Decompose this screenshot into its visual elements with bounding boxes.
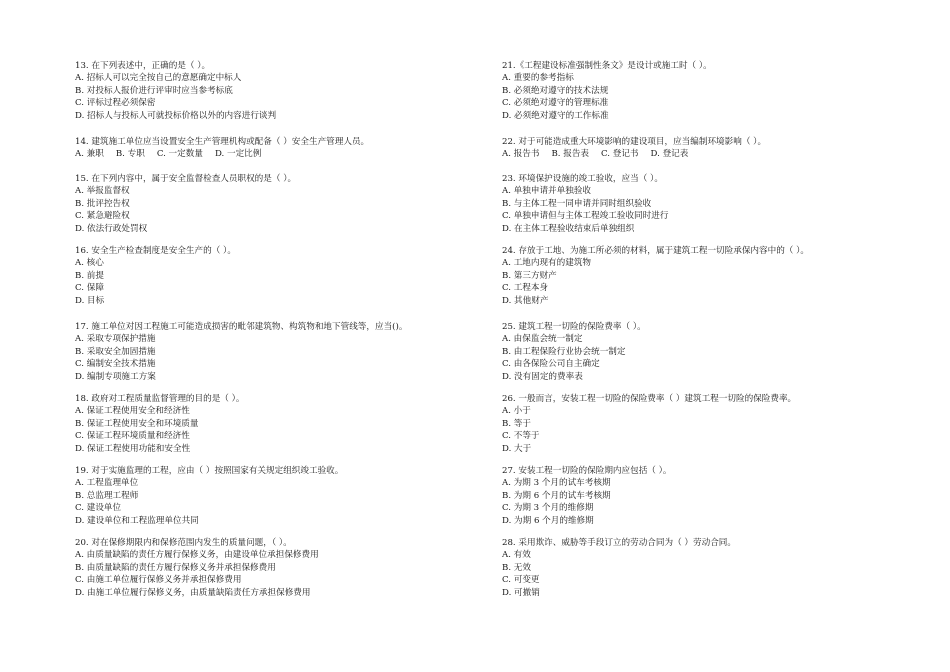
- question-item: [75, 537, 319, 599]
- option-text: A. 有效: [502, 550, 531, 561]
- option-text: B. 第三方财产: [502, 270, 557, 281]
- option-text: D. 编制专项施工方案: [75, 371, 156, 382]
- question-item: [75, 393, 245, 455]
- option-text: A. 兼职: [75, 149, 104, 160]
- option-text: B. 采取安全加固措施: [75, 346, 156, 357]
- option-text: A. 举报监督权: [75, 186, 130, 197]
- option-text: D. 保证工程使用功能和安全性: [75, 443, 191, 454]
- question-stem: 17. 施工单位对因工程施工可能造成损害的毗邻建筑物、构筑物和地下管线等，应当()。: [75, 322, 408, 332]
- option-text: C. 编制安全技术措施: [75, 359, 156, 370]
- question-stem: 16. 安全生产检查制度是安全生产的（ ）。: [75, 246, 236, 256]
- option-text: A. 核心: [75, 258, 104, 269]
- option-text: B. 等于: [502, 418, 531, 429]
- option-text: B. 批评控告权: [75, 198, 130, 209]
- option-text: B. 与主体工程一同申请并同时组织验收: [502, 198, 652, 209]
- question-stem: 24. 存放于工地、为施工所必须的材料，属于建筑工程一切险承保内容中的（ ）。: [502, 246, 810, 256]
- option-text: B. 对投标人报价进行评审时应当参考标底: [75, 85, 233, 96]
- option-text: D. 必须绝对遵守的工作标准: [502, 110, 609, 121]
- option-text: D. 目标: [75, 295, 105, 306]
- option-text: B. 由质量缺陷的责任方履行保修义务并承担保修费用: [75, 562, 276, 573]
- option-text: A. 工程监理单位: [75, 478, 139, 489]
- question-item: [75, 465, 343, 527]
- option-text: B. 无效: [502, 562, 531, 573]
- option-text: C. 工程本身: [502, 283, 549, 294]
- option-text: A. 报告书: [502, 149, 540, 160]
- option-text: D. 其他财产: [502, 295, 549, 306]
- options-row: [502, 148, 766, 160]
- question-item: [75, 245, 236, 307]
- option-text: B. 前提: [75, 270, 104, 281]
- option-text: A. 采取专项保护措施: [75, 334, 156, 345]
- options-row: [75, 148, 369, 160]
- option-text: C. 保证工程环境质量和经济性: [75, 431, 190, 442]
- option-text: A. 单独申请并单独验收: [502, 186, 592, 197]
- question-stem: 18. 政府对工程质量监督管理的目的是（ ）。: [75, 394, 245, 404]
- option-text: C. 不等于: [502, 431, 540, 442]
- question-item: [75, 136, 369, 161]
- question-item: [502, 173, 668, 235]
- question-item: [502, 136, 766, 161]
- option-text: A. 招标人可以完全按自己的意愿确定中标人: [75, 73, 242, 84]
- option-text: C. 必须绝对遵守的管理标准: [502, 98, 609, 109]
- option-text: B. 必须绝对遵守的技术法规: [502, 85, 609, 96]
- question-stem: 25. 建筑工程一切险的保险费率（ ）。: [502, 322, 646, 332]
- question-stem: 22. 对于可能造成重大环境影响的建设项目，应当编制环境影响（ ）。: [502, 137, 767, 147]
- question-item: [75, 321, 407, 383]
- option-text: B. 专职: [115, 149, 145, 160]
- option-text: A. 由质量缺陷的责任方履行保修义务，由建设单位承担保修费用: [75, 550, 319, 561]
- option-text: D. 由施工单位履行保修义务，由质量缺陷责任方承担保修费用: [75, 587, 311, 598]
- option-text: A. 为期 3 个月的试车考核期: [502, 478, 611, 489]
- question-stem: 19. 对于实施监理的工程，应由（ ）按照国家有关规定组织竣工验收。: [75, 466, 344, 476]
- option-text: D. 建设单位和工程监理单位共同: [75, 515, 199, 526]
- option-text: D. 没有固定的费率表: [502, 371, 583, 382]
- option-text: D. 一定比例: [214, 149, 262, 160]
- question-stem: 14. 建筑施工单位应当设置安全生产管理机构或配备（ ）安全生产管理人员。: [75, 137, 370, 147]
- question-stem: 26. 一般而言，安装工程一切险的保险费率（ ）建筑工程一切险的保险费率。: [502, 394, 797, 404]
- option-text: A. 重要的参考指标: [502, 73, 574, 84]
- question-stem: 27. 安装工程一切险的保险期内应包括（ ）。: [502, 466, 672, 476]
- question-item: [502, 393, 796, 455]
- question-stem: 20. 对在保修期限内和保修范围内发生的质量问题，（ ）。: [75, 538, 292, 548]
- option-text: C. 紧急避险权: [75, 211, 130, 222]
- question-stem: 21.《工程建设标准强制性条文》是设计或施工时（ ）。: [502, 61, 712, 71]
- option-text: B. 报告表: [551, 149, 590, 160]
- option-text: A. 由保监会统一制定: [502, 334, 583, 345]
- option-text: D. 登记表: [650, 149, 689, 160]
- option-text: D. 招标人与投标人可就投标价格以外的内容进行谈判: [75, 110, 277, 121]
- question-item: [502, 465, 672, 527]
- option-text: C. 建设单位: [75, 503, 122, 514]
- option-text: D. 大于: [502, 443, 532, 454]
- option-text: C. 单独申请但与主体工程竣工验收同时进行: [502, 211, 669, 222]
- option-text: D. 可撤销: [502, 587, 540, 598]
- option-text: B. 为期 6 个月的试车考核期: [502, 490, 611, 501]
- question-item: [502, 245, 809, 307]
- option-text: C. 评标过程必须保密: [75, 98, 156, 109]
- option-text: D. 为期 6 个月的维修期: [502, 515, 594, 526]
- option-text: C. 为期 3 个月的维修期: [502, 503, 594, 514]
- option-text: C. 由施工单位履行保修义务并承担保修费用: [75, 575, 242, 586]
- question-item: [502, 321, 646, 383]
- option-text: A. 保证工程使用安全和经济性: [75, 406, 190, 417]
- option-text: D. 在主体工程验收结束后单独组织: [502, 223, 635, 234]
- option-text: C. 保障: [75, 283, 104, 294]
- option-text: C. 一定数量: [156, 149, 203, 160]
- question-stem: 15. 在下列内容中，属于安全监督检查人员职权的是（ ）。: [75, 174, 297, 184]
- option-text: B. 保证工程使用安全和环境质量: [75, 418, 199, 429]
- option-text: A. 工地内现有的建筑物: [502, 258, 592, 269]
- question-stem: 28. 采用欺诈、威胁等手段订立的劳动合同为（ ）劳动合同。: [502, 538, 736, 548]
- question-item: [502, 60, 712, 122]
- question-stem: 13. 在下列表述中，正确的是（ ）。: [75, 61, 211, 71]
- option-text: C. 登记书: [601, 149, 639, 160]
- question-item: [75, 173, 296, 235]
- question-stem: 23. 环境保护设施的竣工验收，应当（ ）。: [502, 174, 663, 184]
- option-text: B. 由工程保险行业协会统一制定: [502, 346, 626, 357]
- option-text: A. 小于: [502, 406, 531, 417]
- option-text: D. 依法行政处罚权: [75, 223, 148, 234]
- option-text: B. 总监理工程师: [75, 490, 139, 501]
- question-item: [502, 537, 736, 599]
- option-text: C. 由各保险公司自主确定: [502, 359, 600, 370]
- question-item: [75, 60, 276, 122]
- option-text: C. 可变更: [502, 575, 540, 586]
